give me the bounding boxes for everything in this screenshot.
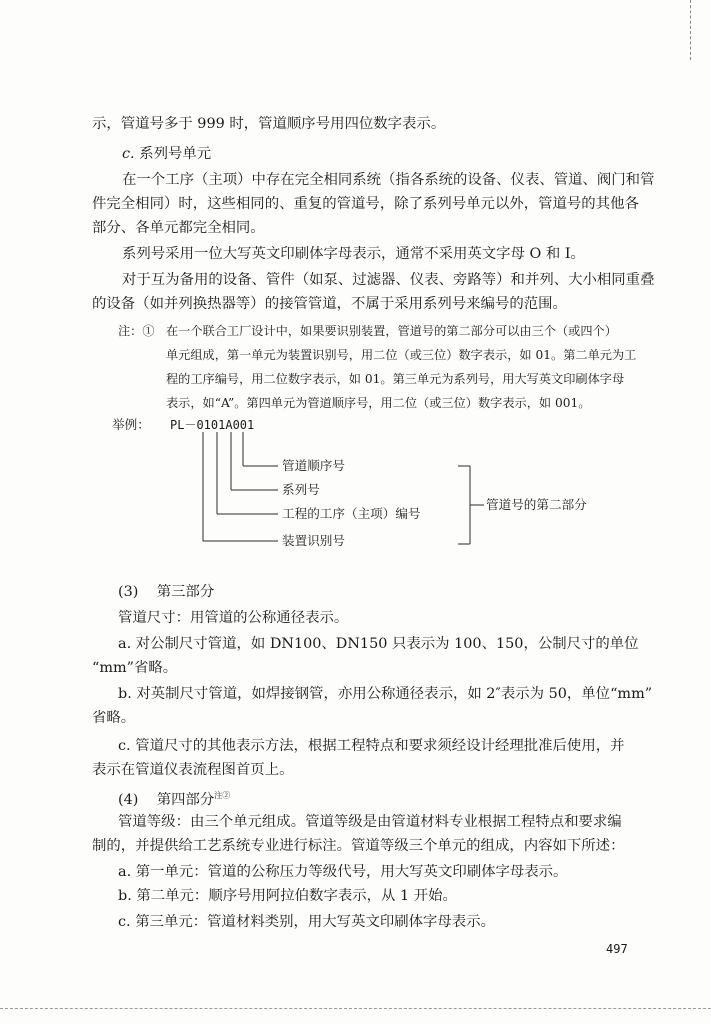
scan-edge-mark: [690, 0, 691, 60]
subheading-label: c.: [122, 146, 135, 162]
example-item: 工程的工序（主项）编号: [282, 506, 421, 521]
note-line: 程的工序编号，用二位数字表示，如 01。第三单元为系列号，用大写英文印刷体字母: [166, 372, 625, 386]
section-number: (3): [118, 584, 139, 600]
text-line: a. 对公制尺寸管道，如 DN100、DN150 只表示为 100、150，公制尺寸的单位: [118, 636, 639, 652]
example-item: 系列号: [282, 482, 320, 497]
bracket-label: 管道号的第二部分: [486, 497, 587, 512]
subheading-text: 系列号单元: [139, 146, 212, 162]
section-title: 第四部分: [156, 791, 215, 808]
note-line: 单元组成，第一单元为装置识别号，用二位（或三位）数字表示，如 01。第二单元为工: [166, 348, 637, 362]
footnote-ref: 注②: [214, 791, 231, 800]
text-line: 管道等级：由三个单元组成。管道等级是由管道材料专业根据工程特点和要求编: [118, 814, 622, 830]
section-heading: [118, 582, 214, 602]
section-number: (4): [118, 791, 139, 808]
text-line: 示，管道号多于 999 时，管道顺序号用四位数字表示。: [92, 116, 446, 132]
example-label: 举例：: [112, 417, 150, 432]
example-code: PL－0101A001: [170, 418, 255, 432]
note-label: 注：①: [118, 324, 155, 338]
subheading-c: [122, 144, 211, 164]
text-line: 表示在管道仪表流程图首页上。: [92, 762, 294, 778]
text-line: 部分、各单元都完全相同。: [92, 220, 265, 236]
text-line: b. 第二单元：顺序号用阿拉伯数字表示，从 1 开始。: [118, 888, 457, 904]
page-number: 497: [606, 942, 628, 956]
text-line: 件完全相同）时，这些相同的、重复的管道号，除了系列号单元以外，管道号的其他各: [92, 196, 639, 212]
example-item: 装置识别号: [282, 533, 345, 548]
note-line: 在一个联合工厂设计中，如果要识别装置，管道号的第二部分可以由三个（或四个）: [166, 324, 617, 338]
section-heading: [118, 786, 230, 810]
text-line: b. 对英制尺寸管道，如焊接钢管，亦用公称通径表示，如 2″表示为 50，单位“mm”: [118, 686, 653, 702]
text-line: 省略。: [92, 710, 136, 726]
text-line: 的设备（如并列换热器等）的接管管道，不属于采用系列号来编号的范围。: [92, 296, 567, 312]
text-line: 系列号采用一位大写英文印刷体字母表示，通常不采用英文字母 O 和 I。: [122, 246, 585, 262]
text-line: c. 第三单元：管道材料类别，用大写英文印刷体字母表示。: [118, 914, 495, 930]
bottom-scan-edge: [0, 1008, 711, 1009]
text-line: c. 管道尺寸的其他表示方法，根据工程特点和要求须经设计经理批准后使用，并: [118, 738, 625, 754]
text-line: 对于互为备用的设备、管件（如泵、过滤器、仪表、旁路等）和并列、大小相同重叠: [122, 272, 655, 288]
note-line: 表示，如“A”。第四单元为管道顺序号，用二位（或三位）数字表示，如 001。: [166, 396, 591, 410]
text-line: 制的，并提供给工艺系统专业进行标注。管道等级三个单元的组成，内容如下所述：: [92, 838, 625, 854]
example-item: 管道顺序号: [282, 458, 345, 473]
text-line: 在一个工序（主项）中存在完全相同系统（指各系统的设备、仪表、管道、阀门和管: [122, 172, 655, 188]
text-line: “mm”省略。: [92, 660, 178, 676]
text-line: 管道尺寸：用管道的公称通径表示。: [118, 610, 349, 626]
text-line: a. 第一单元：管道的公称压力等级代号，用大写英文印刷体字母表示。: [118, 864, 568, 880]
section-title: 第三部分: [156, 584, 215, 600]
